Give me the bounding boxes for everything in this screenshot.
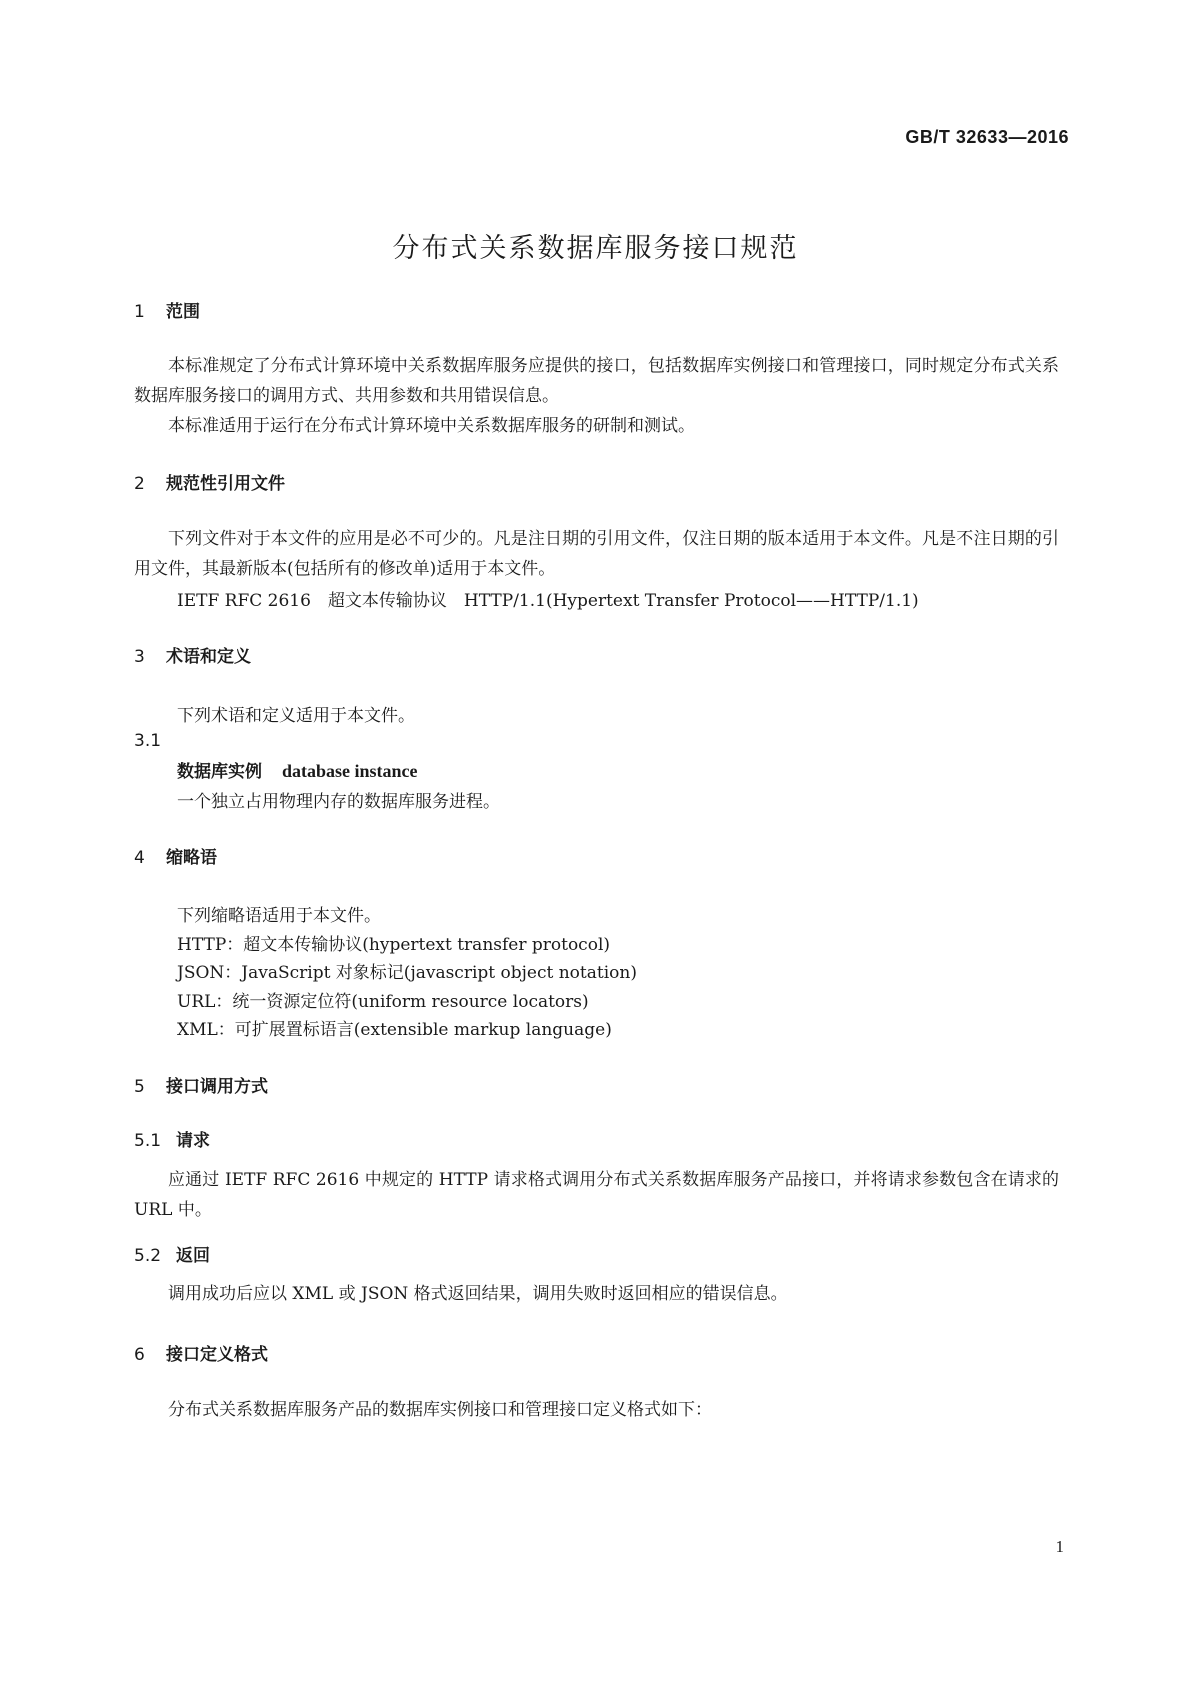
section-number: 6 <box>134 1345 145 1365</box>
section-5-1-heading <box>134 1126 210 1151</box>
section-number: 2 <box>134 474 145 494</box>
section-4-intro: 下列缩略语适用于本文件。 <box>177 906 381 926</box>
page-number: 1 <box>1055 1537 1064 1556</box>
section-5-2-heading <box>134 1241 210 1266</box>
paragraph: 调用成功后应以 XML 或 JSON 格式返回结果，调用失败时返回相应的错误信息。 <box>168 1284 788 1304</box>
abbreviation-item: URL：统一资源定位符(uniform resource locators) <box>177 992 589 1012</box>
section-1-body <box>134 351 1059 441</box>
standard-number: GB/T 32633—2016 <box>905 127 1069 147</box>
section-number: 5.2 <box>134 1246 162 1266</box>
normative-reference: IETF RFC 2616 超文本传输协议 HTTP/1.1(Hypertext Transfer Protocol——HTTP/1.1) <box>177 591 919 611</box>
paragraph: 应通过 IETF RFC 2616 中规定的 HTTP 请求格式调用分布式关系数据库服务产品接口，并将请求参数包含在请求的 URL 中。 <box>134 1170 1059 1220</box>
paragraph: 本标准适用于运行在分布式计算环境中关系数据库服务的研制和测试。 <box>168 416 695 436</box>
paragraph: 分布式关系数据库服务产品的数据库实例接口和管理接口定义格式如下： <box>168 1400 712 1420</box>
paragraph: 下列文件对于本文件的应用是必不可少的。凡是注日期的引用文件，仅注日期的版本适用于本文件。凡是不注日期的引用文件，其最新版本(包括所有的修改单)适用于本文件。 <box>134 529 1059 579</box>
abbreviation-item: HTTP：超文本传输协议(hypertext transfer protocol) <box>177 935 611 955</box>
abbreviation-item: JSON：JavaScript 对象标记(javascript object notation) <box>177 963 637 983</box>
section-number: 5.1 <box>134 1131 162 1151</box>
section-5-2-body <box>134 1279 1059 1309</box>
section-title: 接口定义格式 <box>166 1345 268 1365</box>
term-definition: 一个独立占用物理内存的数据库服务进程。 <box>177 792 500 812</box>
section-number: 1 <box>134 302 145 322</box>
section-5-heading <box>134 1072 268 1097</box>
section-title: 缩略语 <box>166 848 217 868</box>
document-title: 分布式关系数据库服务接口规范 <box>392 233 799 264</box>
section-3-heading <box>134 642 251 667</box>
section-title: 返回 <box>176 1246 210 1266</box>
paragraph: 本标准规定了分布式计算环境中关系数据库服务应提供的接口，包括数据库实例接口和管理接口，同时规定分布式关系数据库服务接口的调用方式、共用参数和共用错误信息。 <box>134 356 1059 406</box>
section-title: 规范性引用文件 <box>166 474 285 494</box>
section-1-heading <box>134 297 200 322</box>
term-english: database instance <box>282 761 418 781</box>
section-6-heading <box>134 1340 268 1365</box>
section-number: 3 <box>134 647 145 667</box>
section-title: 接口调用方式 <box>166 1077 268 1097</box>
term-number: 3.1 <box>134 731 162 751</box>
section-title: 范围 <box>166 302 200 322</box>
term-entry <box>177 757 418 782</box>
abbreviation-item: XML：可扩展置标语言(extensible markup language) <box>177 1020 612 1040</box>
section-2-body <box>134 524 1059 584</box>
section-title: 请求 <box>176 1131 210 1151</box>
term-chinese: 数据库实例 <box>177 762 262 782</box>
section-number: 4 <box>134 848 145 868</box>
section-6-body <box>134 1395 1059 1425</box>
section-5-1-body <box>134 1165 1059 1225</box>
section-4-heading <box>134 843 217 868</box>
section-3-intro: 下列术语和定义适用于本文件。 <box>177 706 415 726</box>
section-2-heading <box>134 469 285 494</box>
section-title: 术语和定义 <box>166 647 251 667</box>
section-number: 5 <box>134 1077 145 1097</box>
